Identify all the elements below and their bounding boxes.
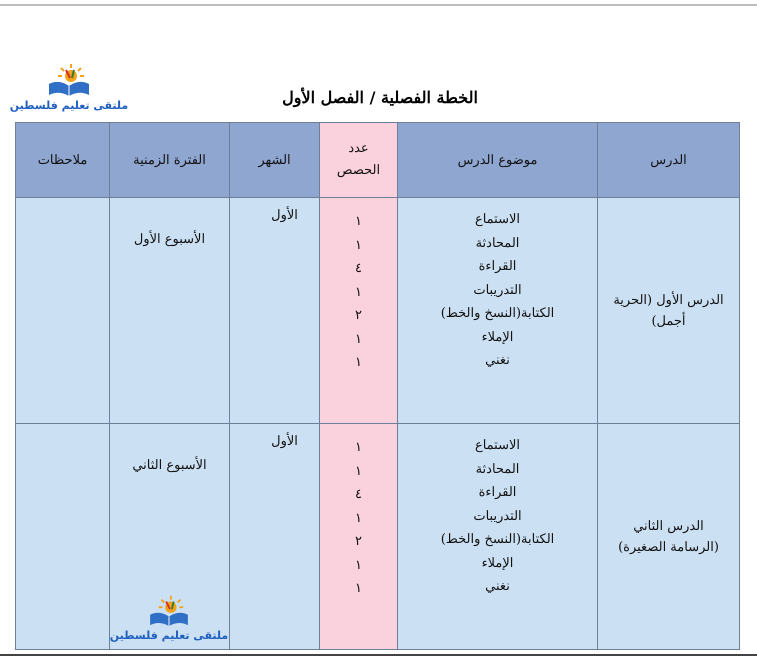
count-item: ١	[355, 557, 362, 573]
header-notes: ملاحظات	[16, 123, 110, 198]
notes-cell	[16, 424, 110, 650]
header-topic: موضوع الدرس	[398, 123, 598, 198]
top-rule	[0, 4, 757, 6]
count-item: ٢	[355, 308, 362, 323]
semester-plan-table	[15, 122, 740, 650]
count-cell	[320, 424, 398, 650]
table-header-row	[16, 123, 740, 198]
count-item: ١	[355, 331, 362, 347]
count-item: ١	[355, 510, 362, 526]
lesson-cell: الدرس الأول (الحرية أجمل)	[598, 198, 740, 424]
page-title: الخطة الفصلية / الفصل الأول	[282, 88, 478, 107]
topic-item: التدريبات	[473, 282, 522, 298]
book-sun-icon	[46, 62, 92, 98]
topic-item: المحادثة	[475, 461, 520, 477]
notes-cell	[16, 198, 110, 424]
count-item: ١	[355, 237, 362, 253]
topic-item: الإملاء	[481, 555, 514, 571]
topic-item: القراءة	[478, 485, 517, 500]
logo-text-bottom: ملتقى تعليم فلسطين	[109, 629, 229, 642]
topics-cell	[398, 198, 598, 424]
topic-item: الاستماع	[474, 438, 521, 453]
count-cell	[320, 198, 398, 424]
topic-item: الكتابة(النسخ والخط)	[440, 306, 555, 321]
count-item: ١	[355, 284, 362, 300]
count-item: ١	[355, 581, 362, 596]
header-period: الفترة الزمنية	[110, 123, 230, 198]
count-item: ٤	[355, 487, 362, 502]
count-item: ٤	[355, 261, 362, 276]
header-month: الشهر	[230, 123, 320, 198]
table-row	[16, 198, 740, 424]
topic-item: نغني	[485, 353, 510, 368]
book-sun-icon	[146, 594, 192, 628]
topic-item: المحادثة	[475, 235, 520, 251]
count-item: ١	[355, 463, 362, 479]
header-count: عدد الحصص	[320, 123, 398, 198]
count-item: ١	[355, 355, 362, 370]
lesson-cell: الدرس الثاني (الرسامة الصغيرة)	[598, 424, 740, 650]
topics-cell	[398, 424, 598, 650]
site-logo-bottom	[109, 594, 229, 642]
period-cell: الأسبوع الثاني	[110, 424, 230, 650]
month-cell: الأول	[230, 198, 320, 424]
topic-item: نغني	[485, 579, 510, 594]
topic-item: الكتابة(النسخ والخط)	[440, 532, 555, 547]
period-cell: الأسبوع الأول	[110, 198, 230, 424]
count-item: ١	[355, 440, 362, 455]
logo-text: ملتقى تعليم فلسطين	[9, 99, 129, 112]
topic-item: التدريبات	[473, 508, 522, 524]
bottom-rule	[0, 654, 757, 656]
header-lesson: الدرس	[598, 123, 740, 198]
topic-item: الإملاء	[481, 329, 514, 345]
month-cell: الأول	[230, 424, 320, 650]
count-item: ٢	[355, 534, 362, 549]
topic-item: القراءة	[478, 259, 517, 274]
count-item: ١	[355, 214, 362, 229]
site-logo	[9, 62, 129, 112]
topic-item: الاستماع	[474, 212, 521, 227]
